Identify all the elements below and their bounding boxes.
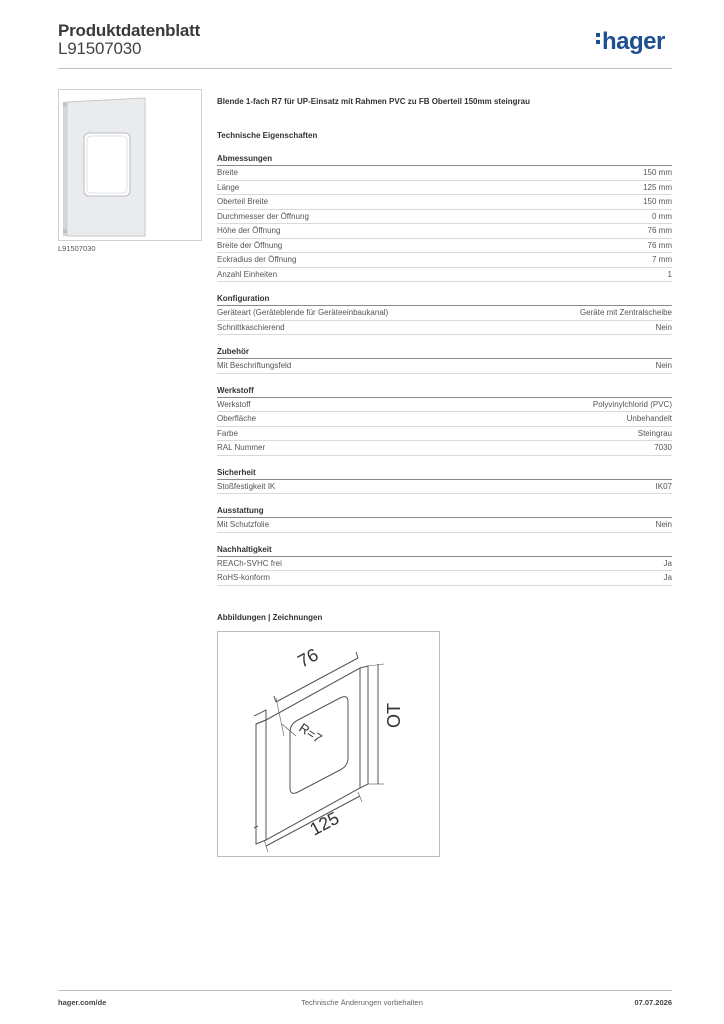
footer-website-link[interactable]: hager.com/de bbox=[58, 998, 107, 1007]
spec-row bbox=[217, 239, 672, 254]
spec-label: Oberfläche bbox=[217, 414, 257, 423]
spec-value: 1 bbox=[667, 269, 672, 279]
hager-logo bbox=[596, 28, 665, 56]
product-title: Blende 1-fach R7 für UP-Einsatz mit Rahmen PVC zu FB Oberteil 150mm steingrau bbox=[217, 97, 530, 106]
dim-top-label: 76 bbox=[294, 644, 322, 672]
spec-row bbox=[217, 441, 672, 456]
spec-section bbox=[217, 293, 672, 335]
spec-sections bbox=[217, 153, 672, 586]
spec-section bbox=[217, 467, 672, 495]
spec-label: Breite bbox=[217, 168, 238, 177]
footer-divider bbox=[58, 990, 672, 991]
spec-value: 7030 bbox=[654, 443, 672, 452]
spec-value: 7 mm bbox=[652, 255, 672, 264]
page-title: Produktdatenblatt bbox=[58, 21, 201, 40]
dim-side-label: OT bbox=[384, 703, 404, 728]
spec-value: Nein bbox=[655, 361, 672, 370]
thumbnail-caption: L91507030 bbox=[58, 244, 96, 253]
section-title: Abmessungen bbox=[217, 153, 672, 166]
spec-label: Anzahl Einheiten bbox=[217, 269, 278, 279]
spec-section bbox=[217, 346, 672, 374]
spec-row bbox=[217, 480, 672, 495]
spec-value: Polyvinylchlorid (PVC) bbox=[592, 399, 672, 409]
spec-row bbox=[217, 398, 672, 413]
spec-value: Ja bbox=[663, 573, 672, 582]
product-image-icon bbox=[59, 90, 201, 240]
spec-row bbox=[217, 518, 672, 533]
section-title: Nachhaltigkeit bbox=[217, 544, 672, 557]
dim-bottom-label: 125 bbox=[306, 807, 343, 840]
figures-title: Abbildungen | Zeichnungen bbox=[217, 613, 323, 622]
spec-label: Durchmesser der Öffnung bbox=[217, 211, 309, 221]
section-title: Konfiguration bbox=[217, 293, 672, 306]
spec-column bbox=[217, 95, 672, 586]
section-title: Werkstoff bbox=[217, 385, 672, 398]
spec-row bbox=[217, 195, 672, 210]
spec-label: Stoßfestigkeit IK bbox=[217, 481, 276, 491]
spec-value: 150 mm bbox=[643, 197, 672, 206]
spec-row bbox=[217, 253, 672, 268]
spec-row bbox=[217, 427, 672, 442]
spec-label: Werkstoff bbox=[217, 399, 251, 409]
spec-label: RAL Nummer bbox=[217, 443, 266, 452]
spec-label: RoHS-konform bbox=[217, 573, 270, 582]
spec-value: Ja bbox=[663, 558, 672, 568]
section-title: Ausstattung bbox=[217, 505, 672, 518]
spec-value: Nein bbox=[655, 322, 672, 332]
spec-label: Mit Schutzfolie bbox=[217, 520, 270, 529]
spec-label: Geräteart (Geräteblende für Geräteeinbaukanal) bbox=[217, 308, 389, 317]
technical-drawing bbox=[217, 631, 440, 857]
spec-value: 0 mm bbox=[652, 211, 672, 221]
spec-value: Nein bbox=[655, 520, 672, 529]
tech-heading: Technische Eigenschaften bbox=[217, 131, 318, 140]
logo-text: hager bbox=[602, 28, 665, 55]
section-title: Zubehör bbox=[217, 346, 672, 359]
logo-dots-icon bbox=[596, 30, 602, 47]
spec-row bbox=[217, 359, 672, 374]
spec-label: Mit Beschriftungsfeld bbox=[217, 361, 292, 370]
spec-label: Farbe bbox=[217, 428, 238, 438]
footer-disclaimer: Technische Änderungen vorbehalten bbox=[301, 998, 423, 1007]
spec-label: Höhe der Öffnung bbox=[217, 226, 281, 235]
spec-row bbox=[217, 210, 672, 225]
spec-row bbox=[217, 268, 672, 283]
section-title: Sicherheit bbox=[217, 467, 672, 480]
spec-value: 125 mm bbox=[643, 182, 672, 192]
dimension-drawing bbox=[218, 632, 439, 856]
spec-row bbox=[217, 557, 672, 572]
spec-value: Geräte mit Zentralscheibe bbox=[579, 308, 672, 317]
spec-label: Oberteil Breite bbox=[217, 197, 269, 206]
footer-date: 07.07.2026 bbox=[634, 998, 672, 1007]
spec-label: Länge bbox=[217, 182, 240, 192]
spec-label: Schnittkaschierend bbox=[217, 322, 285, 332]
spec-section bbox=[217, 153, 672, 282]
spec-row bbox=[217, 321, 672, 336]
spec-row bbox=[217, 166, 672, 181]
spec-value: Steingrau bbox=[637, 428, 672, 438]
spec-value: 76 mm bbox=[647, 240, 672, 250]
spec-row bbox=[217, 306, 672, 321]
spec-section bbox=[217, 505, 672, 533]
spec-label: Eckradius der Öffnung bbox=[217, 255, 297, 264]
spec-row bbox=[217, 181, 672, 196]
product-thumbnail bbox=[58, 89, 202, 241]
spec-value: 150 mm bbox=[643, 168, 672, 177]
header-divider bbox=[58, 68, 672, 69]
spec-row bbox=[217, 571, 672, 586]
spec-value: 76 mm bbox=[647, 226, 672, 235]
spec-label: Breite der Öffnung bbox=[217, 240, 283, 250]
spec-value: Unbehandelt bbox=[626, 414, 672, 423]
spec-section bbox=[217, 385, 672, 456]
spec-value: IK07 bbox=[655, 481, 672, 491]
spec-section bbox=[217, 544, 672, 586]
spec-label: REACh-SVHC frei bbox=[217, 558, 282, 568]
dim-radius-label: R=7 bbox=[296, 720, 325, 747]
article-number: L91507030 bbox=[58, 39, 142, 58]
spec-row bbox=[217, 412, 672, 427]
spec-row bbox=[217, 224, 672, 239]
